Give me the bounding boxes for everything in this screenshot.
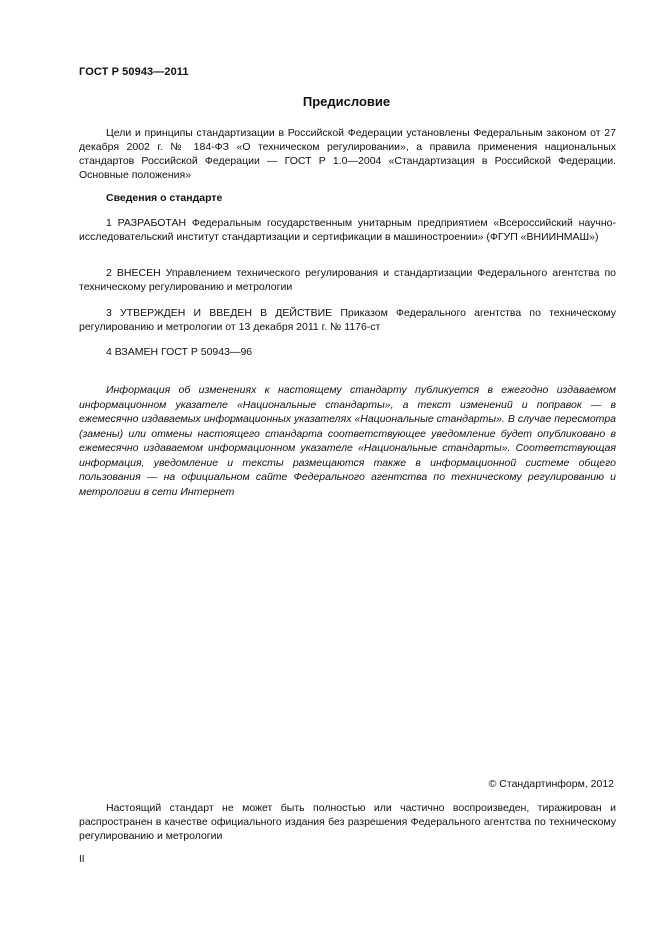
copyright-line: © Стандартинформ, 2012 (488, 778, 614, 790)
page-number: II (79, 854, 85, 865)
standard-info-item-introduced: 2 ВНЕСЕН Управлением технического регулирования и стандартизации Федерального агентства по техническому регулированию и метрологии (79, 267, 616, 293)
standard-info-item-replaces: 4 ВЗАМЕН ГОСТ Р 50943—96 (106, 346, 253, 358)
standard-info-item-approved: 3 УТВЕРЖДЕН И ВВЕДЕН В ДЕЙСТВИЕ Приказом Федерального агентства по техническому регулированию и метрологии от 13 декабря 2011 г. № 1176-ст (79, 307, 616, 333)
foreword-title: Предисловие (302, 94, 391, 109)
document-code: ГОСТ Р 50943—2011 (79, 66, 189, 78)
standard-info-heading: Сведения о стандарте (106, 192, 223, 204)
foreword-title-row (0, 94, 661, 109)
standard-info-item-developed: 1 РАЗРАБОТАН Федеральным государственным унитарным предприятием «Всероссийский научно-исследовательский институт стандартизации и сертификации в машиностроении» (ФГУП «ВНИИНМАШ») (79, 217, 616, 243)
foreword-intro-paragraph: Цели и принципы стандартизации в Российской Федерации установлены Федеральным законом от 27 декабря 2002 г. № 184-ФЗ «О техническом регулировании», а правила применения национальных стандартов Российской Федерации — ГОСТ Р 1.0—2004 «Стандартизация в Российской Федерации. Основные положения» (79, 127, 616, 181)
amendments-notice: Информация об изменениях к настоящему стандарту публикуется в ежегодно издаваемом информационном указателе «Национальные стандарты», а текст изменений и поправок — в ежемесячно издаваемых информационных указателях «Национальные стандарты». В случае пересмотра (замены) или отмены настоящего стандарта соответствующее уведомление будет опубликовано в ежемесячно издаваемом информационном указателе «Национальные стандарты». Соответствующая информация, уведомление и тексты размещаются также в информационной системе общего пользования — на официальном сайте Федерального агентства по техническому регулированию и метрологии в сети Интернет (79, 384, 616, 498)
reproduction-rights-notice: Настоящий стандарт не может быть полностью или частично воспроизведен, тиражирован и распространен в качестве официального издания без разрешения Федерального агентства по техническому регулированию и метрологии (79, 802, 616, 842)
